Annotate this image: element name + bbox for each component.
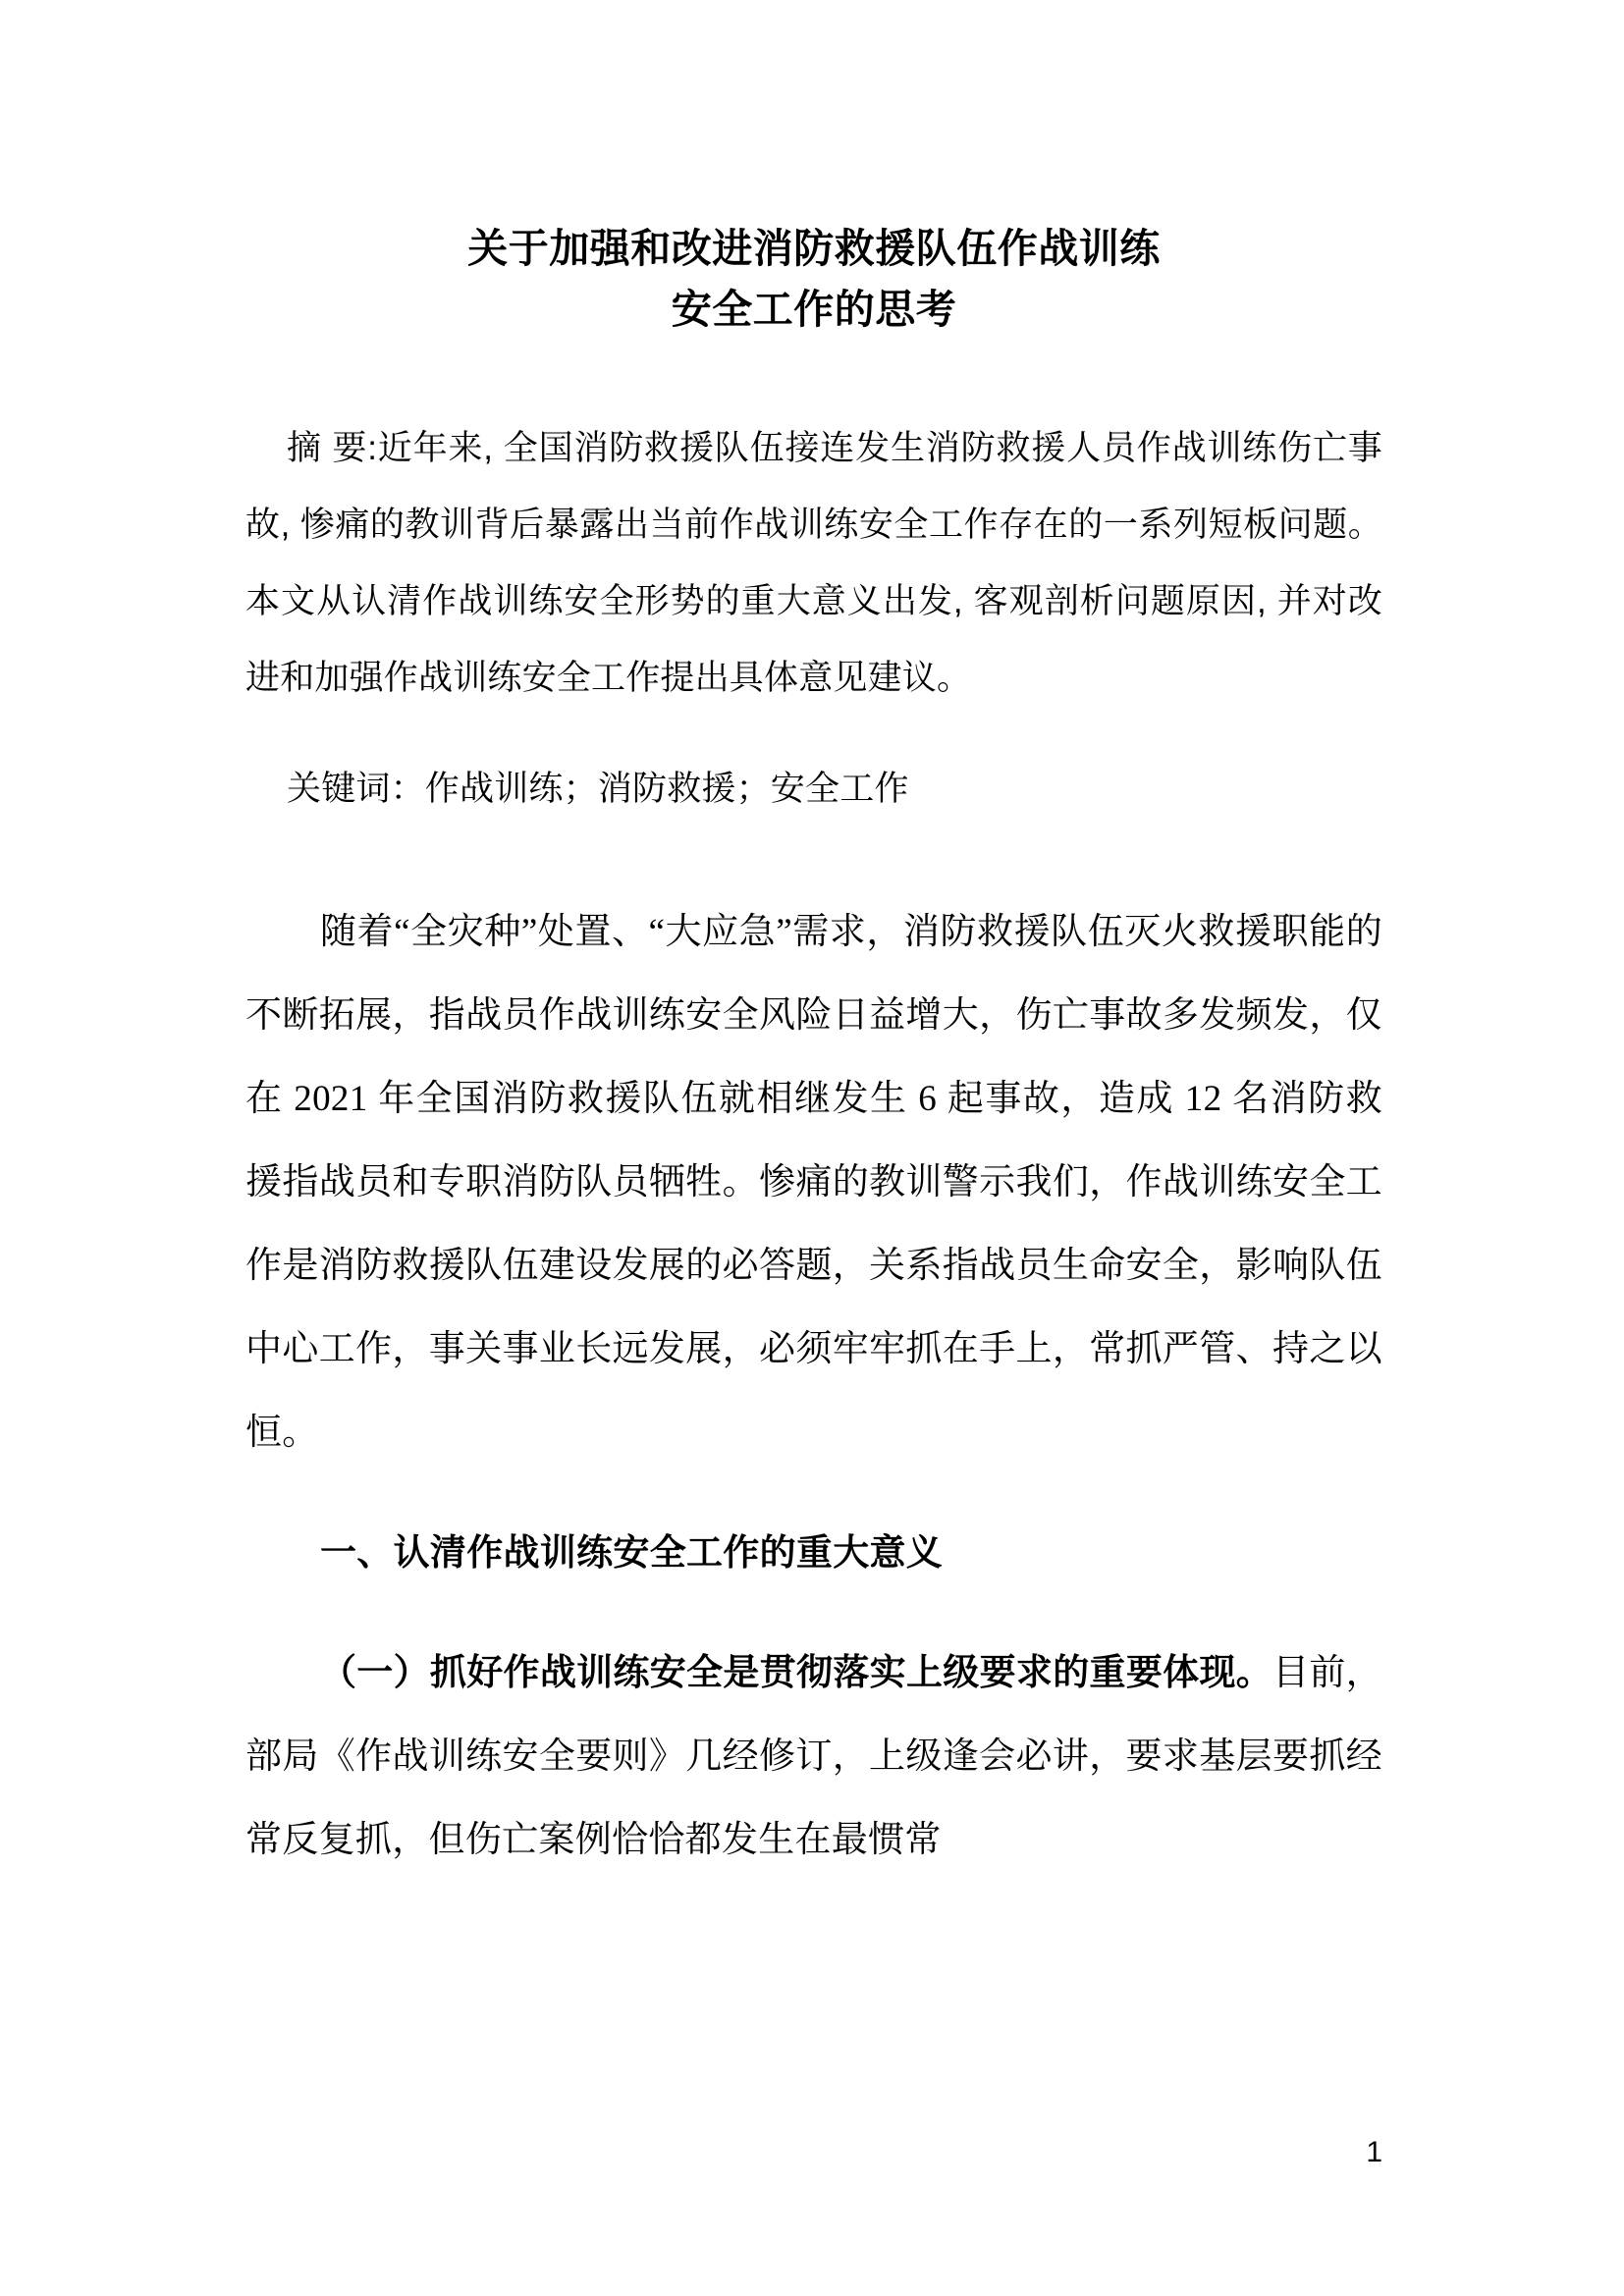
document-title bbox=[245, 218, 1382, 340]
page-number: 1 bbox=[1366, 2136, 1382, 2168]
page-content bbox=[245, 0, 1382, 1918]
subsection-heading-1: （一）抓好作战训练安全是贯彻落实上级要求的重要体现。 bbox=[320, 1652, 1273, 1692]
subsection-paragraph-1 bbox=[245, 1630, 1382, 1882]
subsection-body-1: 目前，部局《作战训练安全要则》几经修订，上级逢会必讲，要求基层要抓经常反复抓，但伤亡案例恰恰都发生在最惯常 bbox=[245, 1653, 1382, 1860]
document-title-line-2: 安全工作的思考 bbox=[671, 287, 957, 332]
section-heading-1: 一、认清作战训练安全工作的重大意义 bbox=[320, 1532, 944, 1573]
abstract-paragraph: 摘 要:近年来, 全国消防救援队伍接连发生消防救援人员作战训练伤亡事故, 惨痛的教训背后暴露出当前作战训练安全工作存在的一系列短板问题。本文从认清作战训练安全形势的重大意义出发, 客观剖析问题原因, 并对改进和加强作战训练安全工作提出具体意见建议。 bbox=[245, 429, 1382, 697]
document-title-line-1: 关于加强和改进消防救援队伍作战训练 bbox=[467, 226, 1161, 271]
body-paragraph-1: 随着“全灾种”处置、“大应急”需求，消防救援队伍灭火救援职能的不断拓展，指战员作战训练安全风险日益增大，伤亡事故多发频发，仅在 2021 年全国消防救援队伍就相继发生 6 起事故，造成 12 名消防救援指战员和专职消防队员牺牲。惨痛的教训警示我们，作战训练安全工作是消防救援队伍建设发展的必答题，关系指战员生命安全，影响队伍中心工作，事关事业长远发展，必须牢牢抓在手上，常抓严管、持之以恒。 bbox=[245, 912, 1382, 1453]
keywords-line: 关键词：作战训练；消防救援；安全工作 bbox=[287, 770, 909, 808]
